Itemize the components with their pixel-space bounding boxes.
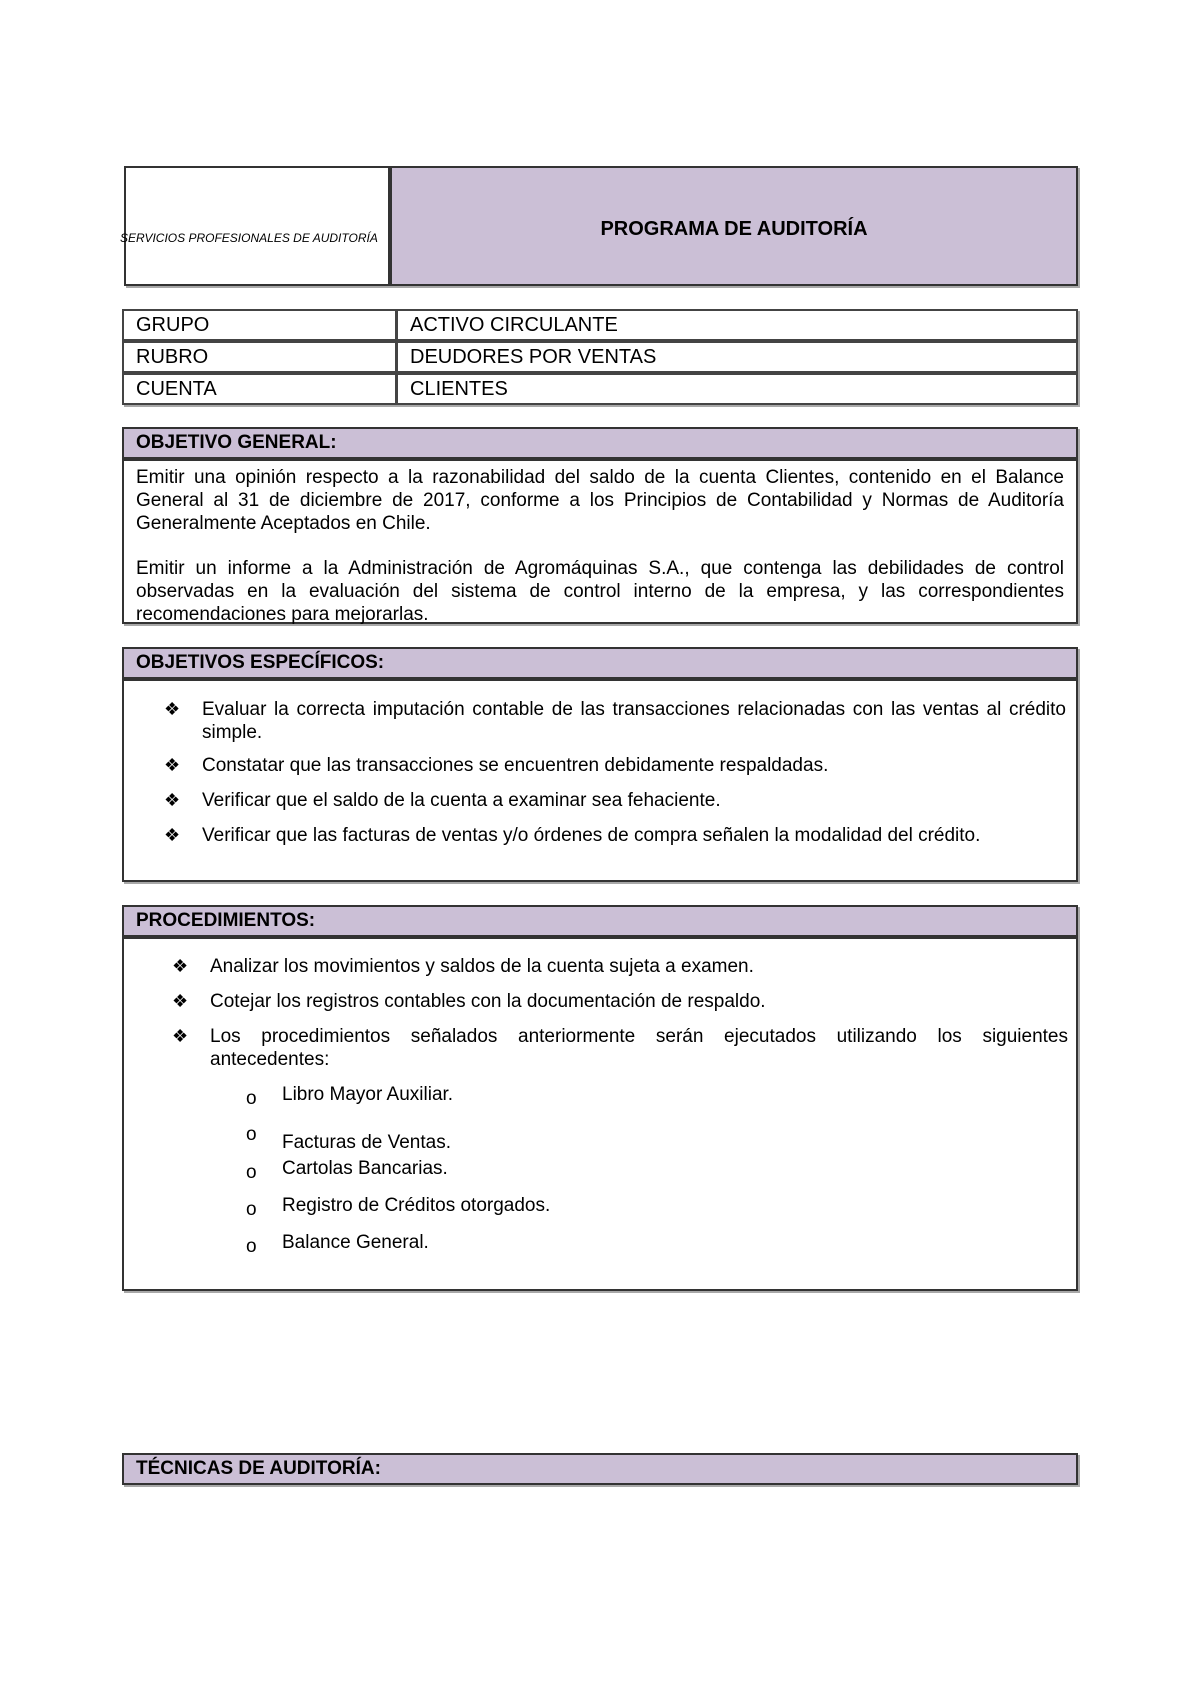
procedimientos-body [122, 937, 1078, 1291]
objetivo-general-paragraph: Emitir un informe a la Administración de Agromáquinas S.A., que contenga las debilidades de control observadas en la evaluación del sistema de control interno de la empresa, y las correspondientes recomendaciones para mejorarlas. [136, 558, 1064, 625]
objetivo-general-paragraph: Emitir una opinión respecto a la razonabilidad del saldo de la cuenta Clientes, contenido en el Balance General al 31 de diciembre de 2017, conforme a los Principios de Contabilidad y Normas de Auditoría Generalmente Aceptados en Chile. [136, 467, 1064, 534]
info-row-rubro [122, 341, 1078, 373]
info-row-grupo [122, 309, 1078, 341]
objetivo-general-body [122, 459, 1078, 624]
sub-list-item: Cartolas Bancarias. [282, 1158, 448, 1179]
list-item-text: Evaluar la correcta imputación contable de las transacciones relacionadas con las ventas al crédito simple. [202, 699, 1066, 743]
circle-bullet-icon: o [246, 1124, 257, 1145]
diamond-bullet-icon: ❖ [172, 956, 189, 976]
firm-logo-cell [120, 166, 390, 286]
objetivos-especificos-body [122, 679, 1078, 882]
firm-name: SERVICIOS PROFESIONALES DE AUDITORÍA [120, 231, 378, 245]
diamond-bullet-icon: ❖ [164, 790, 181, 810]
account-info-table [122, 309, 1078, 405]
diamond-bullet-icon: ❖ [164, 825, 181, 845]
info-value: ACTIVO CIRCULANTE [396, 309, 1078, 341]
diamond-bullet-icon: ❖ [164, 755, 181, 775]
circle-bullet-icon: o [246, 1236, 257, 1257]
circle-bullet-icon: o [246, 1199, 257, 1220]
title-cell [390, 166, 1078, 286]
list-item-text: Verificar que el saldo de la cuenta a examinar sea fehaciente. [202, 790, 721, 811]
list-item-text: Constatar que las transacciones se encuentren debidamente respaldadas. [202, 755, 829, 776]
document-title: PROGRAMA DE AUDITORÍA [600, 218, 868, 240]
list-item-text: Analizar los movimientos y saldos de la cuenta sujeta a examen. [210, 956, 754, 977]
circle-bullet-icon: o [246, 1162, 257, 1183]
sub-list-item: Balance General. [282, 1232, 429, 1253]
list-item-text: Los procedimientos señalados anteriormente serán ejecutados utilizando los siguientes antecedentes: [210, 1026, 1068, 1070]
diamond-bullet-icon: ❖ [164, 699, 181, 719]
procedimientos-heading: PROCEDIMIENTOS: [122, 905, 1078, 937]
circle-bullet-icon: o [246, 1088, 257, 1109]
objetivo-general-heading: OBJETIVO GENERAL: [122, 427, 1078, 459]
tecnicas-heading: TÉCNICAS DE AUDITORÍA: [122, 1453, 1078, 1485]
info-value: DEUDORES POR VENTAS [396, 341, 1078, 373]
sub-list-item: Facturas de Ventas. [282, 1132, 451, 1153]
diamond-bullet-icon: ❖ [172, 1026, 189, 1046]
info-label: GRUPO [122, 309, 397, 341]
objetivos-especificos-heading: OBJETIVOS ESPECÍFICOS: [122, 647, 1078, 679]
sub-list-item: Registro de Créditos otorgados. [282, 1195, 551, 1216]
diamond-bullet-icon: ❖ [172, 991, 189, 1011]
list-item-text: Cotejar los registros contables con la documentación de respaldo. [210, 991, 766, 1012]
list-item-text: Verificar que las facturas de ventas y/o órdenes de compra señalen la modalidad del crédito. [202, 825, 981, 846]
info-label: CUENTA [122, 373, 397, 405]
sub-list-item: Libro Mayor Auxiliar. [282, 1084, 454, 1105]
info-value: CLIENTES [396, 373, 1078, 405]
info-row-cuenta [122, 373, 1078, 405]
info-label: RUBRO [122, 341, 397, 373]
